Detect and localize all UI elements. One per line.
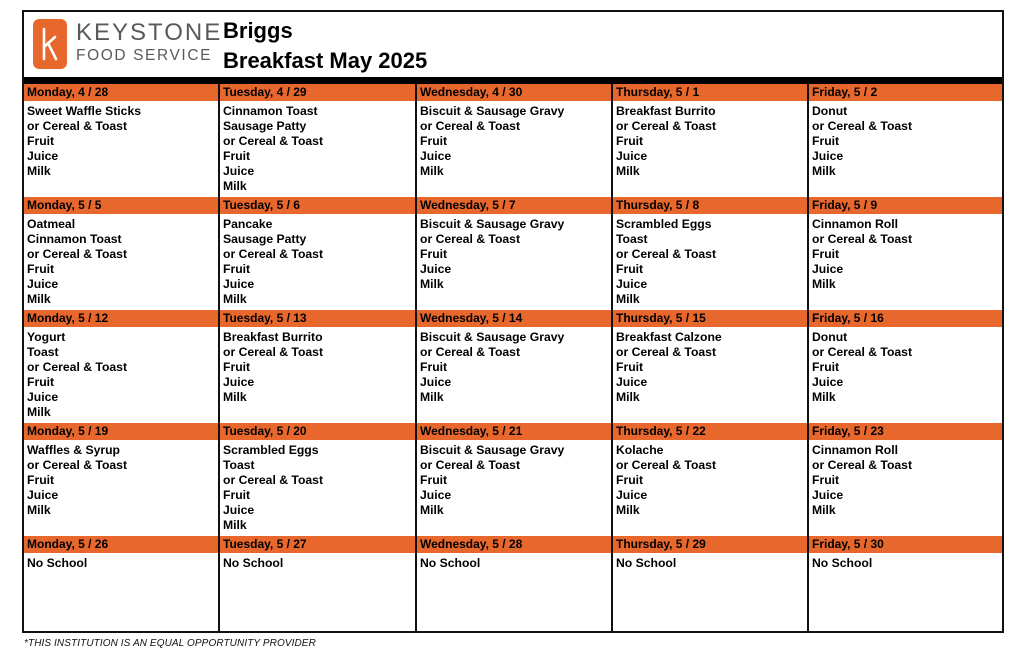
- menu-item: Fruit: [812, 247, 840, 261]
- menu-item: Toast: [223, 458, 255, 472]
- menu-item: Juice: [812, 488, 844, 502]
- menu-item: Juice: [223, 164, 255, 178]
- keystone-logo-icon: [33, 19, 67, 69]
- menu-item: Juice: [27, 390, 59, 404]
- menu-item-list: [220, 440, 415, 533]
- menu-item-list: [24, 440, 218, 518]
- menu-item: Juice: [420, 375, 452, 389]
- day-header: Monday, 4 / 28: [24, 84, 218, 101]
- menu-item: Fruit: [420, 360, 448, 374]
- menu-item: Cinnamon Toast: [27, 232, 122, 246]
- menu-item: Milk: [27, 292, 51, 306]
- menu-item: Fruit: [27, 262, 55, 276]
- menu-item: Fruit: [223, 262, 251, 276]
- day-cell: [809, 197, 1002, 310]
- menu-item: Milk: [616, 292, 640, 306]
- day-cell: [24, 84, 220, 197]
- menu-item: Milk: [812, 390, 836, 404]
- menu-item: Donut: [812, 330, 848, 344]
- menu-item: No School: [616, 556, 677, 570]
- day-header: Wednesday, 5 / 21: [417, 423, 611, 440]
- day-header: Tuesday, 5 / 20: [220, 423, 415, 440]
- day-header: Tuesday, 5 / 13: [220, 310, 415, 327]
- menu-item: Juice: [420, 262, 452, 276]
- brand-wordmark: [76, 21, 222, 64]
- menu-item: Fruit: [27, 134, 55, 148]
- menu-item: Breakfast Burrito: [223, 330, 323, 344]
- menu-item: Fruit: [420, 473, 448, 487]
- title-block: [223, 16, 427, 76]
- menu-calendar-grid: [24, 84, 1002, 631]
- day-header: Friday, 5 / 2: [809, 84, 1002, 101]
- menu-item: Biscuit & Sausage Gravy: [420, 330, 565, 344]
- menu-item-list: [809, 327, 1002, 405]
- menu-item: Fruit: [812, 473, 840, 487]
- menu-item: Waffles & Syrup: [27, 443, 121, 457]
- menu-item: or Cereal & Toast: [420, 345, 521, 359]
- menu-item-list: [613, 214, 807, 307]
- menu-item: or Cereal & Toast: [812, 345, 913, 359]
- menu-item: No School: [223, 556, 284, 570]
- menu-item: Yogurt: [27, 330, 66, 344]
- menu-item: Pancake: [223, 217, 273, 231]
- menu-item: Biscuit & Sausage Gravy: [420, 104, 565, 118]
- menu-item: Milk: [812, 164, 836, 178]
- menu-item-list: [613, 327, 807, 405]
- menu-item: Juice: [223, 375, 255, 389]
- day-header: Thursday, 5 / 8: [613, 197, 807, 214]
- menu-item-list: [24, 101, 218, 179]
- menu-item: Milk: [223, 390, 247, 404]
- menu-item: Juice: [27, 488, 59, 502]
- day-header: Thursday, 5 / 1: [613, 84, 807, 101]
- menu-item: or Cereal & Toast: [616, 458, 717, 472]
- day-header: Monday, 5 / 5: [24, 197, 218, 214]
- menu-item: Toast: [616, 232, 648, 246]
- day-cell: [417, 310, 613, 423]
- menu-item: Oatmeal: [27, 217, 76, 231]
- menu-item-list: [417, 553, 611, 571]
- menu-item: No School: [812, 556, 873, 570]
- menu-item-list: [220, 553, 415, 571]
- menu-item: Fruit: [616, 360, 644, 374]
- menu-item: Juice: [420, 488, 452, 502]
- day-header: Monday, 5 / 12: [24, 310, 218, 327]
- day-header: Tuesday, 5 / 27: [220, 536, 415, 553]
- day-cell: [417, 423, 613, 536]
- day-header: Wednesday, 5 / 14: [417, 310, 611, 327]
- menu-item: Milk: [223, 518, 247, 532]
- menu-item: Milk: [420, 390, 444, 404]
- menu-item: Fruit: [812, 134, 840, 148]
- day-cell: [613, 310, 809, 423]
- menu-item: or Cereal & Toast: [616, 119, 717, 133]
- day-header: Wednesday, 5 / 7: [417, 197, 611, 214]
- menu-item: or Cereal & Toast: [223, 247, 324, 261]
- day-header: Thursday, 5 / 29: [613, 536, 807, 553]
- menu-item: Juice: [420, 149, 452, 163]
- menu-item-list: [809, 214, 1002, 292]
- menu-item: or Cereal & Toast: [420, 458, 521, 472]
- menu-item-list: [417, 440, 611, 518]
- menu-item-list: [220, 214, 415, 307]
- day-cell: [24, 423, 220, 536]
- menu-item: or Cereal & Toast: [223, 134, 324, 148]
- menu-item: Scrambled Eggs: [223, 443, 319, 457]
- brand-name: KEYSTONE: [76, 19, 223, 46]
- menu-header: [24, 12, 1002, 77]
- menu-item: Fruit: [223, 360, 251, 374]
- keystone-logo-glyph: [33, 19, 67, 69]
- day-cell: [809, 423, 1002, 536]
- menu-item: Juice: [223, 277, 255, 291]
- menu-item: or Cereal & Toast: [616, 345, 717, 359]
- menu-item: or Cereal & Toast: [223, 345, 324, 359]
- menu-item: Fruit: [420, 247, 448, 261]
- day-header: Tuesday, 5 / 6: [220, 197, 415, 214]
- menu-item: Fruit: [27, 473, 55, 487]
- menu-item: Juice: [27, 149, 59, 163]
- menu-item: Biscuit & Sausage Gravy: [420, 443, 565, 457]
- menu-item-list: [220, 101, 415, 194]
- header-divider: [24, 77, 1002, 84]
- menu-item-list: [24, 214, 218, 307]
- menu-item: or Cereal & Toast: [27, 119, 128, 133]
- day-header: Tuesday, 4 / 29: [220, 84, 415, 101]
- menu-item: or Cereal & Toast: [812, 119, 913, 133]
- menu-item: Breakfast Burrito: [616, 104, 716, 118]
- day-cell: [809, 310, 1002, 423]
- menu-item-list: [24, 327, 218, 420]
- day-cell: [809, 84, 1002, 197]
- day-cell: [417, 197, 613, 310]
- menu-item: Juice: [616, 375, 648, 389]
- menu-item-list: [220, 327, 415, 405]
- day-cell: [613, 536, 809, 631]
- day-cell: [417, 84, 613, 197]
- menu-item: Milk: [812, 503, 836, 517]
- menu-item-list: [417, 101, 611, 179]
- menu-item-list: [613, 553, 807, 571]
- day-cell: [809, 536, 1002, 631]
- menu-item: No School: [27, 556, 88, 570]
- menu-item: or Cereal & Toast: [420, 119, 521, 133]
- day-cell: [417, 536, 613, 631]
- day-cell: [220, 536, 417, 631]
- menu-item-list: [417, 214, 611, 292]
- day-header: Thursday, 5 / 15: [613, 310, 807, 327]
- menu-item: Donut: [812, 104, 848, 118]
- menu-item: or Cereal & Toast: [616, 247, 717, 261]
- day-header: Thursday, 5 / 22: [613, 423, 807, 440]
- day-header: Friday, 5 / 16: [809, 310, 1002, 327]
- menu-item-list: [809, 440, 1002, 518]
- menu-item: Milk: [420, 164, 444, 178]
- menu-item: Fruit: [420, 134, 448, 148]
- day-cell: [24, 197, 220, 310]
- footer-note: *THIS INSTITUTION IS AN EQUAL OPPORTUNITY PROVIDER: [24, 638, 316, 649]
- menu-item: Fruit: [223, 488, 251, 502]
- brand-subtitle: FOOD SERVICE: [76, 47, 213, 64]
- school-name: Briggs: [223, 18, 293, 43]
- menu-item: Fruit: [812, 360, 840, 374]
- day-cell: [613, 84, 809, 197]
- menu-item: Fruit: [616, 134, 644, 148]
- menu-item-list: [809, 101, 1002, 179]
- menu-item: Sausage Patty: [223, 119, 307, 133]
- menu-item-list: [24, 553, 218, 571]
- day-header: Wednesday, 5 / 28: [417, 536, 611, 553]
- menu-item: Breakfast Calzone: [616, 330, 722, 344]
- menu-item-list: [417, 327, 611, 405]
- menu-item: or Cereal & Toast: [420, 232, 521, 246]
- menu-item: Juice: [812, 375, 844, 389]
- day-cell: [24, 536, 220, 631]
- menu-item: Kolache: [616, 443, 664, 457]
- day-header: Monday, 5 / 26: [24, 536, 218, 553]
- menu-item: Scrambled Eggs: [616, 217, 712, 231]
- menu-item: Milk: [616, 503, 640, 517]
- menu-item: Milk: [420, 277, 444, 291]
- menu-item: Milk: [223, 179, 247, 193]
- menu-frame: [22, 10, 1004, 633]
- menu-item: Biscuit & Sausage Gravy: [420, 217, 565, 231]
- day-cell: [220, 423, 417, 536]
- menu-item: Juice: [616, 277, 648, 291]
- menu-item: Juice: [223, 503, 255, 517]
- menu-item: Fruit: [616, 473, 644, 487]
- menu-item: Fruit: [616, 262, 644, 276]
- menu-item: or Cereal & Toast: [27, 360, 128, 374]
- menu-item: Milk: [812, 277, 836, 291]
- day-header: Wednesday, 4 / 30: [417, 84, 611, 101]
- menu-item: or Cereal & Toast: [812, 232, 913, 246]
- menu-item: or Cereal & Toast: [812, 458, 913, 472]
- menu-item: or Cereal & Toast: [223, 473, 324, 487]
- day-header: Friday, 5 / 23: [809, 423, 1002, 440]
- menu-item: or Cereal & Toast: [27, 247, 128, 261]
- menu-item: Milk: [27, 405, 51, 419]
- menu-item: Sausage Patty: [223, 232, 307, 246]
- menu-item: Fruit: [223, 149, 251, 163]
- menu-item-list: [809, 553, 1002, 571]
- menu-item: or Cereal & Toast: [27, 458, 128, 472]
- menu-item: Milk: [223, 292, 247, 306]
- day-cell: [613, 197, 809, 310]
- menu-item: Juice: [616, 149, 648, 163]
- menu-item: Cinnamon Toast: [223, 104, 318, 118]
- menu-item: Fruit: [27, 375, 55, 389]
- menu-item: Juice: [616, 488, 648, 502]
- menu-item: Toast: [27, 345, 59, 359]
- menu-item-list: [613, 101, 807, 179]
- day-cell: [24, 310, 220, 423]
- menu-item: Milk: [616, 390, 640, 404]
- menu-title: Breakfast May 2025: [223, 48, 428, 73]
- day-cell: [220, 197, 417, 310]
- menu-item: Juice: [812, 149, 844, 163]
- day-header: Monday, 5 / 19: [24, 423, 218, 440]
- day-cell: [220, 84, 417, 197]
- menu-item: No School: [420, 556, 481, 570]
- menu-item: Cinnamon Roll: [812, 217, 898, 231]
- day-header: Friday, 5 / 9: [809, 197, 1002, 214]
- menu-item: Milk: [420, 503, 444, 517]
- menu-item: Juice: [812, 262, 844, 276]
- menu-item: Sweet Waffle Sticks: [27, 104, 142, 118]
- menu-item-list: [613, 440, 807, 518]
- menu-item: Cinnamon Roll: [812, 443, 898, 457]
- day-header: Friday, 5 / 30: [809, 536, 1002, 553]
- day-cell: [220, 310, 417, 423]
- menu-item: Juice: [27, 277, 59, 291]
- menu-item: Milk: [27, 164, 51, 178]
- menu-item: Milk: [616, 164, 640, 178]
- menu-item: Milk: [27, 503, 51, 517]
- day-cell: [613, 423, 809, 536]
